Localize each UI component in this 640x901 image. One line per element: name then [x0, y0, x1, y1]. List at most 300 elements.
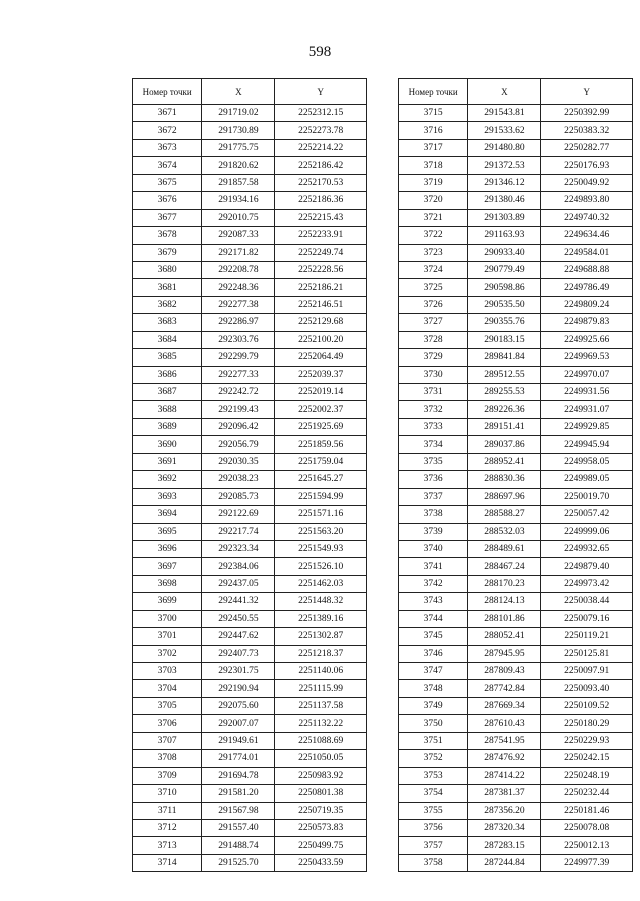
point-number-cell: 3749 [399, 697, 468, 714]
y-cell: 2252249.74 [275, 244, 367, 261]
y-cell: 2249969.53 [541, 349, 633, 366]
x-cell: 292441.32 [202, 593, 275, 610]
x-cell: 291857.58 [202, 174, 275, 191]
point-number-cell: 3729 [399, 349, 468, 366]
x-cell: 289037.86 [468, 436, 541, 453]
y-cell: 2250180.29 [541, 715, 633, 732]
x-cell: 291346.12 [468, 174, 541, 191]
y-cell: 2251859.56 [275, 436, 367, 453]
point-number-cell: 3676 [133, 192, 202, 209]
table-row [399, 261, 633, 278]
x-cell: 291934.16 [202, 192, 275, 209]
x-cell: 287320.34 [468, 819, 541, 836]
y-cell: 2250229.93 [541, 732, 633, 749]
y-cell: 2250119.21 [541, 628, 633, 645]
point-number-cell: 3703 [133, 663, 202, 680]
x-cell: 292056.79 [202, 436, 275, 453]
x-cell: 291581.20 [202, 785, 275, 802]
y-cell: 2250109.52 [541, 697, 633, 714]
y-cell: 2251645.27 [275, 471, 367, 488]
x-cell: 287541.95 [468, 732, 541, 749]
y-cell: 2250499.75 [275, 837, 367, 854]
header-point-number: Номер точки [399, 79, 468, 105]
point-number-cell: 3691 [133, 453, 202, 470]
y-cell: 2249945.94 [541, 436, 633, 453]
x-cell: 287381.37 [468, 785, 541, 802]
table-row [399, 227, 633, 244]
point-number-cell: 3723 [399, 244, 468, 261]
x-cell: 289512.55 [468, 366, 541, 383]
x-cell: 288124.13 [468, 593, 541, 610]
point-number-cell: 3753 [399, 767, 468, 784]
table-row [133, 261, 367, 278]
point-number-cell: 3739 [399, 523, 468, 540]
y-cell: 2250097.91 [541, 663, 633, 680]
point-number-cell: 3697 [133, 558, 202, 575]
y-cell: 2251448.32 [275, 593, 367, 610]
table-row [133, 366, 367, 383]
y-cell: 2251389.16 [275, 610, 367, 627]
y-cell: 2249989.05 [541, 471, 633, 488]
table-row [399, 506, 633, 523]
point-number-cell: 3757 [399, 837, 468, 854]
point-number-cell: 3734 [399, 436, 468, 453]
x-cell: 292447.62 [202, 628, 275, 645]
y-cell: 2249893.80 [541, 192, 633, 209]
y-cell: 2252228.56 [275, 261, 367, 278]
y-cell: 2252186.36 [275, 192, 367, 209]
x-cell: 292303.76 [202, 331, 275, 348]
y-cell: 2250019.70 [541, 488, 633, 505]
table-row [133, 122, 367, 139]
y-cell: 2250248.19 [541, 767, 633, 784]
x-cell: 291775.75 [202, 139, 275, 156]
point-number-cell: 3686 [133, 366, 202, 383]
y-cell: 2251462.03 [275, 575, 367, 592]
table-row [133, 157, 367, 174]
x-cell: 289151.41 [468, 418, 541, 435]
point-number-cell: 3725 [399, 279, 468, 296]
x-cell: 287283.15 [468, 837, 541, 854]
point-number-cell: 3722 [399, 227, 468, 244]
table-row [133, 628, 367, 645]
x-cell: 290598.86 [468, 279, 541, 296]
x-cell: 292171.82 [202, 244, 275, 261]
point-number-cell: 3746 [399, 645, 468, 662]
table-row [399, 139, 633, 156]
point-number-cell: 3758 [399, 854, 468, 871]
table-row [399, 384, 633, 401]
x-cell: 287742.84 [468, 680, 541, 697]
table-row [133, 192, 367, 209]
y-cell: 2252312.15 [275, 105, 367, 122]
x-cell: 291567.98 [202, 802, 275, 819]
y-cell: 2251563.20 [275, 523, 367, 540]
point-number-cell: 3692 [133, 471, 202, 488]
table-row [133, 680, 367, 697]
table-row [133, 105, 367, 122]
y-cell: 2249584.01 [541, 244, 633, 261]
point-number-cell: 3671 [133, 105, 202, 122]
table-row [399, 331, 633, 348]
x-cell: 292075.60 [202, 697, 275, 714]
point-number-cell: 3731 [399, 384, 468, 401]
table-row [133, 715, 367, 732]
table-row [399, 296, 633, 313]
y-cell: 2249931.56 [541, 384, 633, 401]
y-cell: 2252186.21 [275, 279, 367, 296]
y-cell: 2250232.44 [541, 785, 633, 802]
x-cell: 290779.49 [468, 261, 541, 278]
y-cell: 2250078.08 [541, 819, 633, 836]
x-cell: 292301.75 [202, 663, 275, 680]
y-cell: 2251115.99 [275, 680, 367, 697]
table-row [399, 523, 633, 540]
table-row [399, 732, 633, 749]
x-cell: 287669.34 [468, 697, 541, 714]
y-cell: 2250038.44 [541, 593, 633, 610]
point-number-cell: 3741 [399, 558, 468, 575]
x-cell: 291557.40 [202, 819, 275, 836]
y-cell: 2249925.66 [541, 331, 633, 348]
y-cell: 2249809.24 [541, 296, 633, 313]
table-row [399, 488, 633, 505]
point-number-cell: 3700 [133, 610, 202, 627]
table-row [399, 680, 633, 697]
y-cell: 2250983.92 [275, 767, 367, 784]
table-row [133, 645, 367, 662]
y-cell: 2249740.32 [541, 209, 633, 226]
point-number-cell: 3745 [399, 628, 468, 645]
y-cell: 2251925.69 [275, 418, 367, 435]
point-number-cell: 3737 [399, 488, 468, 505]
y-cell: 2250573.83 [275, 819, 367, 836]
x-cell: 287610.43 [468, 715, 541, 732]
x-cell: 291820.62 [202, 157, 275, 174]
point-number-cell: 3735 [399, 453, 468, 470]
y-cell: 2250242.15 [541, 750, 633, 767]
point-number-cell: 3698 [133, 575, 202, 592]
table-row [133, 767, 367, 784]
y-cell: 2249973.42 [541, 575, 633, 592]
table-row [399, 785, 633, 802]
table-row [133, 401, 367, 418]
y-cell: 2251132.22 [275, 715, 367, 732]
header-x: X [202, 79, 275, 105]
point-number-cell: 3683 [133, 314, 202, 331]
x-cell: 288588.27 [468, 506, 541, 523]
point-number-cell: 3704 [133, 680, 202, 697]
header-x: X [468, 79, 541, 105]
x-cell: 292450.55 [202, 610, 275, 627]
table-row [399, 349, 633, 366]
table-row [133, 697, 367, 714]
y-cell: 2251218.37 [275, 645, 367, 662]
y-cell: 2249786.49 [541, 279, 633, 296]
y-cell: 2250049.92 [541, 174, 633, 191]
page-number: 598 [308, 44, 332, 60]
y-cell: 2250383.32 [541, 122, 633, 139]
table-row [133, 331, 367, 348]
x-cell: 291730.89 [202, 122, 275, 139]
point-number-cell: 3707 [133, 732, 202, 749]
y-cell: 2252233.91 [275, 227, 367, 244]
table-row [399, 418, 633, 435]
x-cell: 292190.94 [202, 680, 275, 697]
point-number-cell: 3727 [399, 314, 468, 331]
table-row [133, 279, 367, 296]
y-cell: 2251050.05 [275, 750, 367, 767]
x-cell: 292007.07 [202, 715, 275, 732]
x-cell: 290535.50 [468, 296, 541, 313]
header-y: Y [275, 79, 367, 105]
y-cell: 2252146.51 [275, 296, 367, 313]
x-cell: 292384.06 [202, 558, 275, 575]
table-row [399, 697, 633, 714]
table-row [399, 436, 633, 453]
table-row [133, 139, 367, 156]
y-cell: 2250125.81 [541, 645, 633, 662]
table-row [133, 384, 367, 401]
point-number-cell: 3695 [133, 523, 202, 540]
point-number-cell: 3754 [399, 785, 468, 802]
point-number-cell: 3740 [399, 540, 468, 557]
table-header-row [399, 79, 633, 105]
x-cell: 292085.73 [202, 488, 275, 505]
y-cell: 2250057.42 [541, 506, 633, 523]
x-cell: 291372.53 [468, 157, 541, 174]
table-row [399, 471, 633, 488]
x-cell: 292208.78 [202, 261, 275, 278]
table-row [133, 244, 367, 261]
point-number-cell: 3696 [133, 540, 202, 557]
point-number-cell: 3678 [133, 227, 202, 244]
point-number-cell: 3752 [399, 750, 468, 767]
x-cell: 288830.36 [468, 471, 541, 488]
header-y: Y [541, 79, 633, 105]
table-row [133, 488, 367, 505]
y-cell: 2251571.16 [275, 506, 367, 523]
point-number-cell: 3710 [133, 785, 202, 802]
table-row [133, 575, 367, 592]
x-cell: 287356.20 [468, 802, 541, 819]
x-cell: 292087.33 [202, 227, 275, 244]
x-cell: 292277.33 [202, 366, 275, 383]
table-row [399, 715, 633, 732]
table-row [399, 558, 633, 575]
y-cell: 2250176.93 [541, 157, 633, 174]
x-cell: 291380.46 [468, 192, 541, 209]
y-cell: 2251594.99 [275, 488, 367, 505]
point-number-cell: 3684 [133, 331, 202, 348]
table-row [133, 471, 367, 488]
table-row [399, 366, 633, 383]
x-cell: 292286.97 [202, 314, 275, 331]
y-cell: 2251137.58 [275, 697, 367, 714]
y-cell: 2249931.07 [541, 401, 633, 418]
y-cell: 2250079.16 [541, 610, 633, 627]
y-cell: 2252170.53 [275, 174, 367, 191]
point-number-cell: 3682 [133, 296, 202, 313]
table-row [399, 663, 633, 680]
table-row [399, 837, 633, 854]
x-cell: 292122.69 [202, 506, 275, 523]
x-cell: 289841.84 [468, 349, 541, 366]
y-cell: 2251526.10 [275, 558, 367, 575]
y-cell: 2249929.85 [541, 418, 633, 435]
table-row [399, 802, 633, 819]
point-number-cell: 3728 [399, 331, 468, 348]
point-number-cell: 3687 [133, 384, 202, 401]
point-number-cell: 3756 [399, 819, 468, 836]
table-row [399, 157, 633, 174]
table-row [133, 802, 367, 819]
x-cell: 291774.01 [202, 750, 275, 767]
y-cell: 2251759.04 [275, 453, 367, 470]
y-cell: 2249688.88 [541, 261, 633, 278]
x-cell: 291694.78 [202, 767, 275, 784]
point-number-cell: 3685 [133, 349, 202, 366]
table-row [399, 593, 633, 610]
x-cell: 291533.62 [468, 122, 541, 139]
y-cell: 2252215.43 [275, 209, 367, 226]
point-number-cell: 3750 [399, 715, 468, 732]
point-number-cell: 3724 [399, 261, 468, 278]
x-cell: 292242.72 [202, 384, 275, 401]
table-row [399, 174, 633, 191]
x-cell: 292299.79 [202, 349, 275, 366]
x-cell: 288101.86 [468, 610, 541, 627]
table-row [399, 767, 633, 784]
y-cell: 2251302.87 [275, 628, 367, 645]
x-cell: 291543.81 [468, 105, 541, 122]
y-cell: 2249932.65 [541, 540, 633, 557]
x-cell: 288532.03 [468, 523, 541, 540]
y-cell: 2250719.35 [275, 802, 367, 819]
table-row [133, 663, 367, 680]
point-number-cell: 3721 [399, 209, 468, 226]
table-row [399, 279, 633, 296]
x-cell: 290183.15 [468, 331, 541, 348]
table-row [133, 593, 367, 610]
y-cell: 2249879.40 [541, 558, 633, 575]
point-number-cell: 3706 [133, 715, 202, 732]
x-cell: 288489.61 [468, 540, 541, 557]
y-cell: 2252064.49 [275, 349, 367, 366]
point-number-cell: 3751 [399, 732, 468, 749]
point-number-cell: 3677 [133, 209, 202, 226]
table-row [133, 436, 367, 453]
point-number-cell: 3730 [399, 366, 468, 383]
table-row [133, 523, 367, 540]
point-number-cell: 3738 [399, 506, 468, 523]
x-cell: 292038.23 [202, 471, 275, 488]
y-cell: 2251140.06 [275, 663, 367, 680]
y-cell: 2249999.06 [541, 523, 633, 540]
point-number-cell: 3675 [133, 174, 202, 191]
point-number-cell: 3713 [133, 837, 202, 854]
x-cell: 287945.95 [468, 645, 541, 662]
table-row [133, 540, 367, 557]
y-cell: 2251088.69 [275, 732, 367, 749]
table-row [399, 105, 633, 122]
x-cell: 291163.93 [468, 227, 541, 244]
y-cell: 2252002.37 [275, 401, 367, 418]
x-cell: 292248.36 [202, 279, 275, 296]
x-cell: 291488.74 [202, 837, 275, 854]
point-number-cell: 3747 [399, 663, 468, 680]
x-cell: 288170.23 [468, 575, 541, 592]
point-number-cell: 3715 [399, 105, 468, 122]
point-number-cell: 3672 [133, 122, 202, 139]
point-number-cell: 3701 [133, 628, 202, 645]
y-cell: 2252039.37 [275, 366, 367, 383]
x-cell: 292199.43 [202, 401, 275, 418]
x-cell: 291480.80 [468, 139, 541, 156]
x-cell: 291303.89 [468, 209, 541, 226]
x-cell: 292323.34 [202, 540, 275, 557]
table-header-row [133, 79, 367, 105]
y-cell: 2251549.93 [275, 540, 367, 557]
table-row [399, 819, 633, 836]
x-cell: 288952.41 [468, 453, 541, 470]
point-number-cell: 3694 [133, 506, 202, 523]
x-cell: 290355.76 [468, 314, 541, 331]
x-cell: 287476.92 [468, 750, 541, 767]
point-number-cell: 3679 [133, 244, 202, 261]
y-cell: 2252100.20 [275, 331, 367, 348]
table-row [399, 575, 633, 592]
table-row [133, 558, 367, 575]
table-row [399, 540, 633, 557]
point-number-cell: 3718 [399, 157, 468, 174]
y-cell: 2250801.38 [275, 785, 367, 802]
x-cell: 288052.41 [468, 628, 541, 645]
table-row [399, 192, 633, 209]
point-number-cell: 3702 [133, 645, 202, 662]
point-number-cell: 3689 [133, 418, 202, 435]
table-row [133, 453, 367, 470]
table-row [133, 506, 367, 523]
point-number-cell: 3688 [133, 401, 202, 418]
point-number-cell: 3720 [399, 192, 468, 209]
table-row [133, 750, 367, 767]
point-number-cell: 3680 [133, 261, 202, 278]
table-row [399, 401, 633, 418]
table-row [399, 645, 633, 662]
x-cell: 291949.61 [202, 732, 275, 749]
point-number-cell: 3699 [133, 593, 202, 610]
point-number-cell: 3719 [399, 174, 468, 191]
table-row [399, 122, 633, 139]
x-cell: 291719.02 [202, 105, 275, 122]
table-row [133, 837, 367, 854]
x-cell: 292407.73 [202, 645, 275, 662]
table-row [133, 732, 367, 749]
point-number-cell: 3714 [133, 854, 202, 871]
table-row [133, 819, 367, 836]
table-row [133, 785, 367, 802]
x-cell: 287809.43 [468, 663, 541, 680]
table-row [399, 453, 633, 470]
x-cell: 288697.96 [468, 488, 541, 505]
table-row [133, 227, 367, 244]
y-cell: 2249958.05 [541, 453, 633, 470]
point-number-cell: 3726 [399, 296, 468, 313]
y-cell: 2252186.42 [275, 157, 367, 174]
y-cell: 2249977.39 [541, 854, 633, 871]
table-row [133, 314, 367, 331]
